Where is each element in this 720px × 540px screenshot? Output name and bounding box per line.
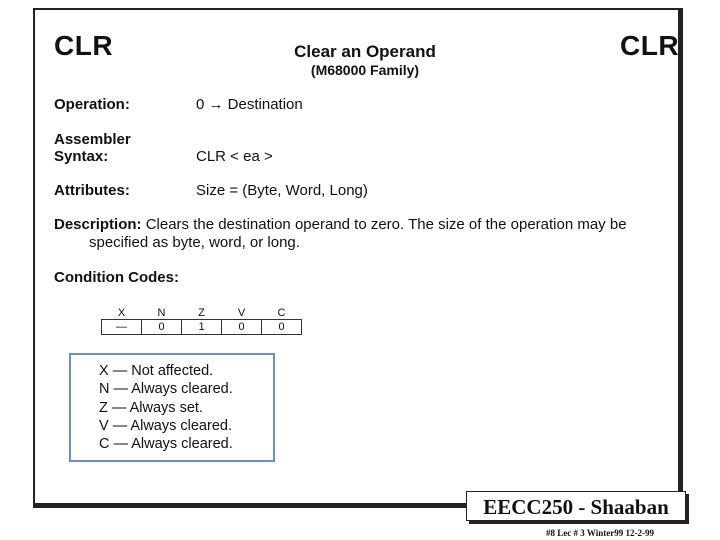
- description-label: Description:: [54, 216, 142, 233]
- cc-value-z: 1: [182, 320, 222, 335]
- cc-header-n: N: [157, 307, 166, 319]
- cc-header-z: Z: [198, 307, 205, 319]
- cc-header-c: C: [277, 307, 286, 319]
- condition-codes-label: Condition Codes:: [54, 269, 179, 286]
- cc-value-x: —: [102, 320, 142, 335]
- operation-value: 0 → Destination: [196, 96, 303, 113]
- mnemonic-right: CLR: [620, 30, 680, 61]
- cc-value-c: 0: [262, 320, 302, 335]
- assembler-syntax-value: CLR < ea >: [196, 148, 273, 165]
- description-line1: [54, 216, 686, 234]
- description: [54, 216, 686, 252]
- footer-course-title: EECC250 - Shaaban: [466, 491, 686, 521]
- cc-header-x: X: [117, 307, 126, 319]
- mnemonic-left: CLR: [54, 30, 114, 61]
- assembler-label-line2: Syntax:: [54, 148, 109, 165]
- condition-codes-value-row: [102, 320, 302, 335]
- page-title: Clear an Operand: [294, 42, 436, 61]
- legend-item-x: X — Not affected.: [99, 363, 214, 379]
- operation-label: Operation:: [54, 96, 130, 113]
- assembler-label-line1: Assembler: [54, 131, 131, 148]
- legend-item-c: C — Always cleared.: [99, 436, 233, 453]
- description-text1: Clears the destination operand to zero. The size of the operation may be: [145, 216, 627, 233]
- description-line2: specified as byte, word, or long.: [89, 234, 300, 251]
- cc-value-n: 0: [142, 320, 182, 335]
- condition-codes-table: [101, 307, 302, 335]
- legend-item-n: N — Always cleared.: [99, 381, 233, 398]
- cc-header-v: V: [237, 307, 246, 319]
- cc-value-v: 0: [222, 320, 262, 335]
- attributes-value: Size = (Byte, Word, Long): [196, 182, 368, 199]
- page-subtitle: (M68000 Family): [310, 62, 420, 78]
- condition-codes-legend: [69, 353, 275, 462]
- footer-lecture-note: #8 Lec # 3 Winter99 12-2-99: [546, 528, 654, 538]
- legend-item-z: Z — Always set.: [99, 399, 203, 416]
- legend-item-v: V — Always cleared.: [99, 417, 232, 434]
- attributes-label: Attributes:: [54, 182, 130, 199]
- condition-codes-header-row: [102, 307, 302, 320]
